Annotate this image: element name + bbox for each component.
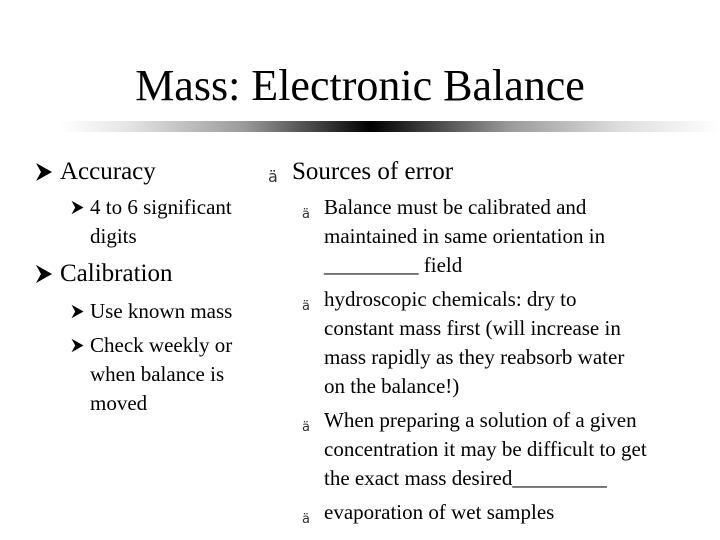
error-item-line: Balance must be calibrated and [324,195,587,219]
error-item-line: constant mass first (will increase in [324,316,621,340]
z-bullet-icon: ä [268,167,278,186]
arrow-bullet-icon [34,259,56,289]
arrow-bullet-icon [70,193,88,222]
z-bullet-icon: ä [302,512,310,527]
error-item-line: concentration it may be difficult to get [324,437,647,461]
error-item-line: evaporation of wet samples [324,500,555,524]
calibration-item-line: Use known mass [90,299,233,323]
arrow-bullet-icon [34,157,56,187]
error-item-line: mass rapidly as they reabsorb water [324,345,625,369]
accuracy-item-line: digits [90,224,137,248]
title-divider [60,121,720,132]
error-item-line: When preparing a solution of a given [324,408,637,432]
calibration-heading: Calibration [60,260,173,287]
error-item-line: hydroscopic chemicals: dry to [324,287,577,311]
calibration-item-line: moved [90,391,148,415]
error-item-line: the exact mass desired_________ [324,466,607,490]
arrow-bullet-icon [70,297,88,326]
error-item-line: _________ field [324,253,463,277]
z-bullet-icon: ä [302,420,310,435]
z-bullet-icon: ä [302,299,310,314]
calibration-item-line: Check weekly or [90,333,233,357]
arrow-bullet-icon [70,331,88,360]
error-item-line: on the balance!) [324,374,460,398]
z-bullet-icon: ä [302,207,310,222]
accuracy-item-line: 4 to 6 significant [90,195,232,219]
slide-title: Mass: Electronic Balance [135,61,585,110]
accuracy-heading: Accuracy [60,158,156,185]
calibration-item-line: when balance is [90,362,225,386]
error-item-line: maintained in same orientation in [324,224,606,248]
sources-heading: Sources of error [292,158,454,185]
